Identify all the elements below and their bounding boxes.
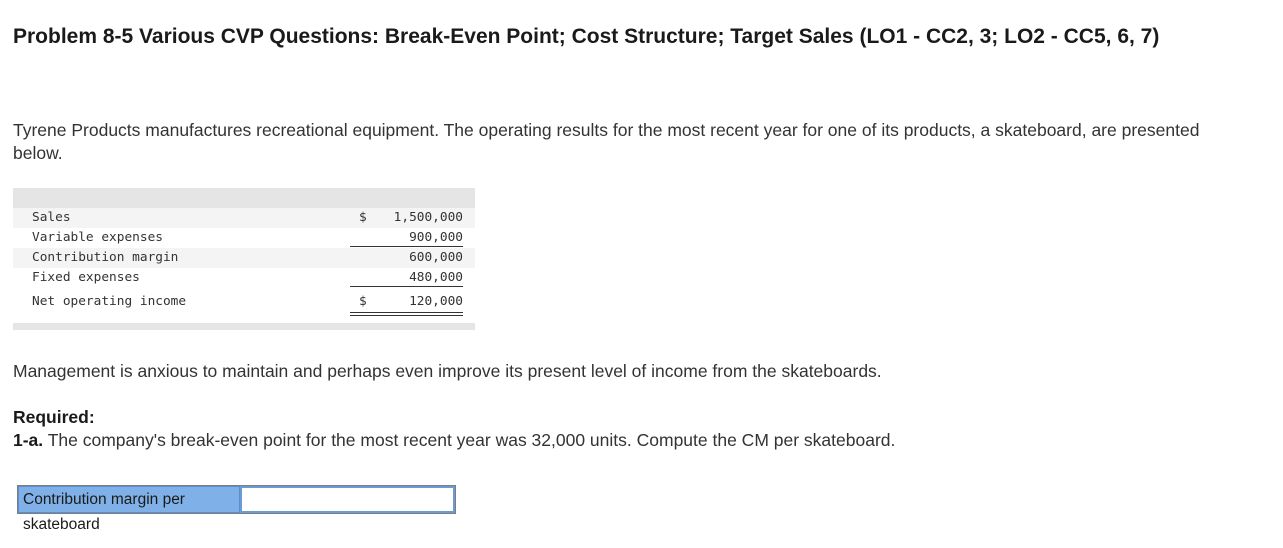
row-amount: 900,000 [409, 230, 463, 245]
statement-row-contribution-margin [13, 248, 475, 268]
row-label: Variable expenses [32, 230, 163, 245]
double-underline-rule [350, 315, 463, 316]
row-amount: 600,000 [409, 250, 463, 265]
statement-row-fixed-expenses [13, 268, 475, 288]
management-note: Management is anxious to maintain and perhaps even improve its present level of income from the skateboards. [13, 361, 882, 381]
income-statement-table [13, 188, 475, 330]
answer-label: Contribution margin per skateboard [18, 486, 240, 513]
row-label: Fixed expenses [32, 270, 140, 285]
required-heading: Required: [13, 407, 95, 427]
row-label: Net operating income [32, 294, 187, 309]
row-amount: 480,000 [409, 270, 463, 285]
row-label: Sales [32, 210, 71, 225]
problem-intro: Tyrene Products manufactures recreational equipment. The operating results for the most recent year for one of its products, a skateboard, are presented below. [13, 120, 1200, 163]
answer-row [17, 485, 456, 533]
subtotal-rule [350, 286, 463, 287]
subtotal-rule [350, 246, 463, 247]
cm-per-skateboard-input[interactable] [240, 486, 455, 513]
problem-title: Problem 8-5 Various CVP Questions: Break-Even Point; Cost Structure; Target Sales (LO1 - CC2, 3; LO2 - CC5, 6, 7) [13, 25, 1160, 48]
double-underline-rule [350, 312, 463, 313]
row-label: Contribution margin [32, 250, 179, 265]
dollar-sign: $ [359, 210, 367, 225]
requirement-1a [13, 429, 1213, 452]
statement-row-variable-expenses [13, 228, 475, 248]
row-amount: 1,500,000 [393, 210, 463, 225]
requirement-text: The company's break-even point for the most recent year was 32,000 units. Compute the CM per skateboard. [43, 430, 896, 450]
requirement-number: 1-a. [13, 430, 44, 450]
statement-row-net-operating-income [13, 292, 475, 312]
statement-row-sales [13, 208, 475, 228]
dollar-sign: $ [359, 294, 367, 309]
row-amount: 120,000 [409, 294, 463, 309]
